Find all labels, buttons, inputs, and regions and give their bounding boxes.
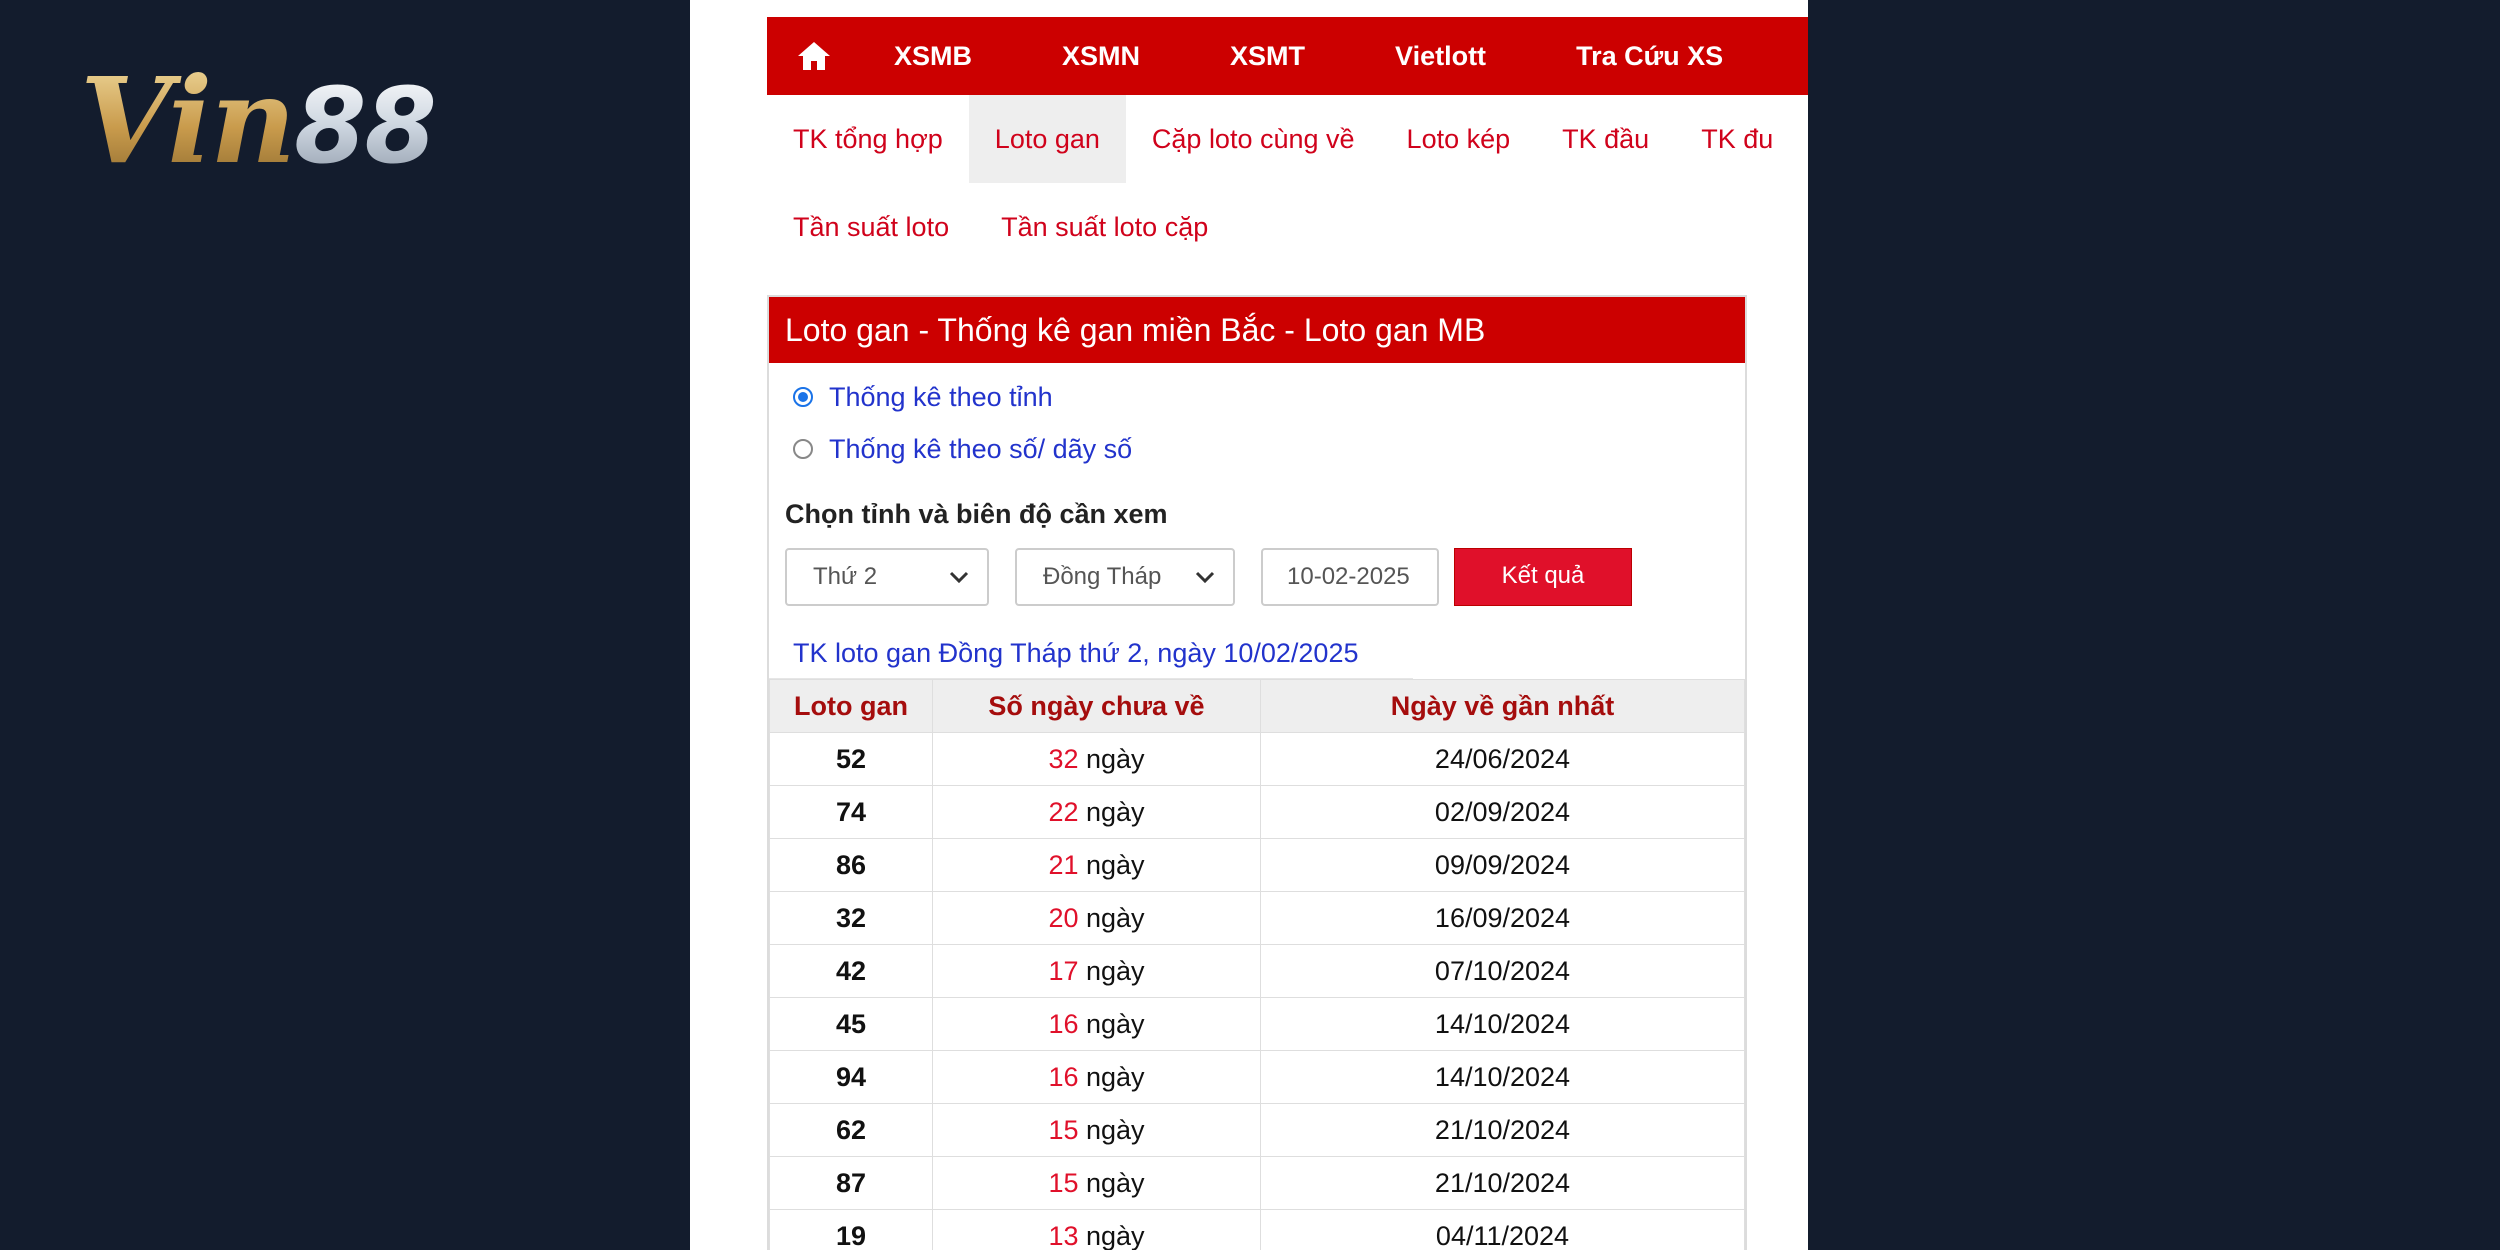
nav-xsmt[interactable]: XSMT: [1230, 40, 1306, 71]
days-count: 16: [1048, 1008, 1079, 1039]
days-unit: ngày: [1086, 1220, 1145, 1250]
table-row: [770, 892, 1745, 945]
loto-gan-box: [767, 295, 1747, 1250]
page-panel: [690, 0, 1808, 1250]
days-unit: ngày: [1086, 955, 1145, 986]
table-row: [770, 1157, 1745, 1210]
days-unit: ngày: [1086, 1167, 1145, 1198]
days-count: 15: [1048, 1167, 1079, 1198]
days-cell: [933, 945, 1261, 998]
loto-number: 86: [770, 839, 933, 892]
days-count: 16: [1048, 1061, 1079, 1092]
tab-loto-gan[interactable]: Loto gan: [969, 95, 1126, 183]
days-unit: ngày: [1086, 796, 1145, 827]
loto-number: 62: [770, 1104, 933, 1157]
radio-number[interactable]: [793, 439, 813, 459]
nav-tra-cuu[interactable]: Tra Cứu XS: [1576, 40, 1724, 71]
header-so-ngay: Số ngày chưa về: [933, 680, 1261, 733]
tab-tk-tong-hop[interactable]: TK tổng hợp: [793, 124, 943, 154]
tab-tan-suat-loto[interactable]: Tần suất loto: [793, 212, 950, 242]
loto-number: 94: [770, 1051, 933, 1104]
tab-tan-suat-loto-cap[interactable]: Tần suất loto cặp: [1001, 212, 1209, 242]
days-count: 32: [1048, 743, 1079, 774]
days-count: 17: [1048, 955, 1079, 986]
province-select[interactable]: [1015, 548, 1235, 606]
chevron-down-icon: [1191, 550, 1219, 604]
days-unit: ngày: [1086, 902, 1145, 933]
submit-button[interactable]: Kết quả: [1454, 548, 1632, 606]
tab-tk-dau[interactable]: TK đầu: [1562, 124, 1650, 154]
section-label: Chọn tỉnh và biên độ cần xem: [785, 499, 1168, 529]
days-cell: [933, 733, 1261, 786]
home-icon[interactable]: [779, 17, 849, 95]
radio-option-number[interactable]: [769, 423, 1745, 475]
day-select[interactable]: [785, 548, 989, 606]
date-input-value: 10-02-2025: [1287, 563, 1410, 590]
loto-number: 45: [770, 998, 933, 1051]
date-input[interactable]: [1261, 548, 1439, 606]
days-count: 20: [1048, 902, 1079, 933]
last-date: 04/11/2024: [1261, 1210, 1745, 1250]
days-cell: [933, 839, 1261, 892]
last-date: 14/10/2024: [1261, 1051, 1745, 1104]
last-date: 16/09/2024: [1261, 892, 1745, 945]
table-header-row: [770, 680, 1745, 733]
loto-number: 52: [770, 733, 933, 786]
loto-number: 19: [770, 1210, 933, 1250]
filter-controls: [769, 548, 1745, 628]
days-count: 15: [1048, 1114, 1079, 1145]
last-date: 14/10/2024: [1261, 998, 1745, 1051]
nav-xsmn[interactable]: XSMN: [1062, 40, 1141, 71]
box-title: Loto gan - Thống kê gan miền Bắc - Loto gan MB: [769, 297, 1745, 363]
result-caption: TK loto gan Đồng Tháp thứ 2, ngày 10/02/2025: [769, 628, 1413, 679]
radio-province[interactable]: [793, 387, 813, 407]
nav-vietlott[interactable]: Vietlott: [1395, 40, 1487, 71]
days-unit: ngày: [1086, 1008, 1145, 1039]
logo-num-text: 88: [294, 65, 435, 187]
loto-number: 32: [770, 892, 933, 945]
days-cell: [933, 1210, 1261, 1250]
days-count: 22: [1048, 796, 1079, 827]
table-row: [770, 1051, 1745, 1104]
table-row: [770, 839, 1745, 892]
loto-number: 42: [770, 945, 933, 998]
logo-vin-text: Vin: [80, 51, 295, 190]
table-row: [770, 1104, 1745, 1157]
days-cell: [933, 1051, 1261, 1104]
radio-option-province[interactable]: [769, 371, 1745, 423]
days-count: 21: [1048, 849, 1079, 880]
last-date: 07/10/2024: [1261, 945, 1745, 998]
last-date: 09/09/2024: [1261, 839, 1745, 892]
radio-province-label[interactable]: Thống kê theo tỉnh: [829, 381, 1053, 412]
loto-number: 87: [770, 1157, 933, 1210]
radio-number-label[interactable]: Thống kê theo số/ dãy số: [829, 433, 1133, 464]
last-date: 21/10/2024: [1261, 1104, 1745, 1157]
tab-loto-kep[interactable]: Loto kép: [1406, 124, 1511, 154]
last-date: 02/09/2024: [1261, 786, 1745, 839]
loto-number: 74: [770, 786, 933, 839]
last-date: 24/06/2024: [1261, 733, 1745, 786]
day-select-value: Thứ 2: [813, 563, 878, 590]
last-date: 21/10/2024: [1261, 1157, 1745, 1210]
top-nav: [767, 17, 1808, 95]
days-unit: ngày: [1086, 849, 1145, 880]
table-row: [770, 945, 1745, 998]
table-row: [770, 998, 1745, 1051]
tab-cap-loto[interactable]: Cặp loto cùng về: [1151, 124, 1355, 154]
days-count: 13: [1048, 1220, 1079, 1250]
days-cell: [933, 786, 1261, 839]
days-cell: [933, 1157, 1261, 1210]
vin88-logo[interactable]: [80, 51, 435, 190]
nav-xsmb[interactable]: XSMB: [894, 40, 973, 71]
province-select-value: Đồng Tháp: [1043, 563, 1162, 590]
tab-tk-duoi[interactable]: TK đu: [1701, 124, 1774, 154]
loto-gan-table: [769, 679, 1745, 1250]
table-row: [770, 733, 1745, 786]
chevron-down-icon: [945, 550, 973, 604]
days-cell: [933, 1104, 1261, 1157]
days-unit: ngày: [1086, 1061, 1145, 1092]
table-row: [770, 786, 1745, 839]
sub-nav: [767, 95, 1808, 271]
days-unit: ngày: [1086, 743, 1145, 774]
header-loto-gan: Loto gan: [770, 680, 933, 733]
days-cell: [933, 998, 1261, 1051]
header-ngay-ve: Ngày về gần nhất: [1261, 680, 1745, 733]
days-unit: ngày: [1086, 1114, 1145, 1145]
days-cell: [933, 892, 1261, 945]
table-row: [770, 1210, 1745, 1250]
